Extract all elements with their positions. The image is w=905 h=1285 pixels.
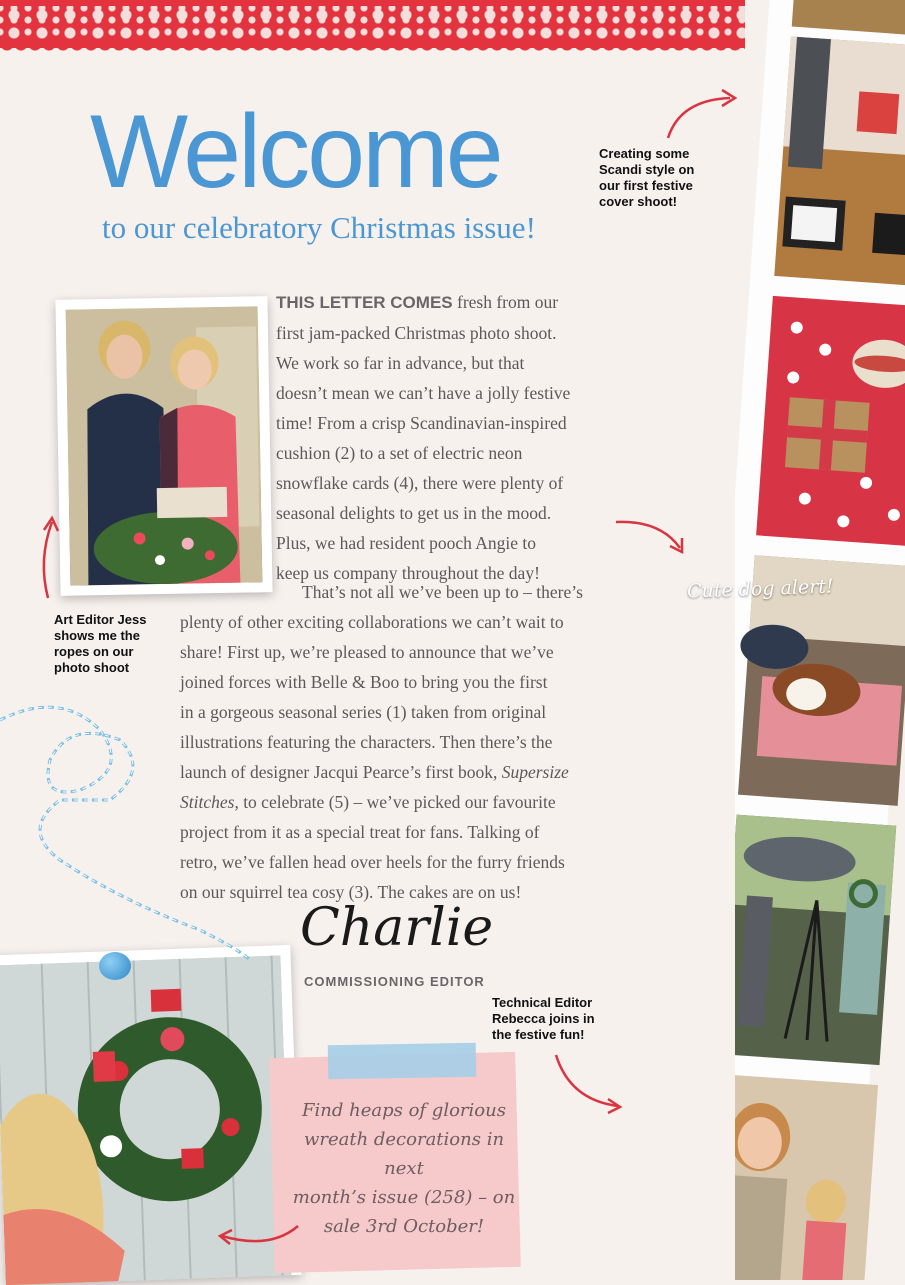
signature-role: COMMISSIONING EDITOR (304, 974, 485, 989)
letter-paragraph-1 (276, 287, 570, 588)
letter-lead: THIS LETTER COMES (276, 293, 453, 312)
note-line: Find heaps of glorious (302, 1100, 506, 1121)
caption-line: ropes on our (54, 644, 134, 659)
photo-art-editor (55, 296, 272, 596)
book-title: Stitches (180, 792, 235, 812)
letter-line: , to celebrate (5) – we’ve picked our favourite (234, 792, 556, 812)
letter-paragraph-2 (180, 577, 583, 907)
caption-line: Rebecca joins in (492, 1011, 595, 1026)
lace-ribbon (0, 0, 745, 48)
note-line: wreath decorations in next (303, 1129, 505, 1179)
page-title: Welcome (90, 94, 501, 210)
letter-line: cushion (2) to a set of electric neon (276, 443, 523, 463)
letter-line: seasonal delights to get us in the mood. (276, 503, 552, 523)
photo-strip (686, 0, 905, 1280)
letter-line: fresh from our (452, 292, 559, 312)
letter-line: time! From a crisp Scandinavian-inspired (276, 413, 567, 433)
note-text (284, 1096, 524, 1241)
letter-line: That’s not all we’ve been up to – there’s (302, 582, 583, 602)
caption-art-editor (54, 612, 146, 676)
letter-line: share! First up, we’re pleased to announce that we’ve (180, 642, 554, 662)
page-subtitle: to our celebratory Christmas issue! (102, 210, 536, 245)
caption-line: Art Editor Jess (54, 612, 147, 627)
caption-line: the festive fun! (492, 1027, 585, 1042)
letter-line: We work so far in advance, but that (276, 353, 525, 373)
caption-line: shows me the (54, 628, 140, 643)
signature: Charlie (300, 898, 494, 958)
letter-line: in a gorgeous seasonal series (1) taken from original (180, 702, 547, 722)
letter-line: illustrations featuring the characters. Then there’s the (180, 732, 553, 752)
tape (328, 1043, 477, 1080)
caption-cover-shoot (599, 146, 694, 210)
letter-line: plenty of other exciting collaborations we can’t wait to (180, 612, 564, 632)
letter-line: snowflake cards (4), there were plenty of (276, 473, 564, 493)
letter-line: joined forces with Belle & Boo to bring you the first (180, 672, 548, 692)
note-line: month’s issue (258) – on (292, 1187, 516, 1208)
letter-line: project from it as a special treat for fans. Talking of (180, 822, 540, 842)
note-line: sale 3rd October! (323, 1216, 485, 1237)
letter-line: on our squirrel tea cosy (3). The cakes are on us! (180, 882, 522, 902)
caption-line: our first festive (599, 178, 693, 193)
photo-wreath (0, 945, 302, 1285)
pin-icon (99, 952, 131, 980)
letter-line: keep us company throughout the day! (276, 563, 540, 583)
book-title: Supersize (501, 762, 569, 782)
letter-line: first jam-packed Christmas photo shoot. (276, 323, 557, 343)
letter-line: doesn’t mean we can’t have a jolly festive (276, 383, 571, 403)
letter-line: Plus, we had resident pooch Angie to (276, 533, 537, 553)
letter-line: launch of designer Jacqui Pearce’s first book, (180, 762, 502, 782)
caption-tech-editor (492, 995, 595, 1043)
caption-line: Scandi style on (599, 162, 695, 177)
lace-edge (0, 44, 745, 54)
caption-line: cover shoot! (599, 194, 678, 209)
caption-line: photo shoot (54, 660, 130, 675)
caption-line: Technical Editor (492, 995, 593, 1010)
caption-line: Creating some (599, 146, 690, 161)
dog-label: Cute dog alert! (686, 575, 834, 603)
letter-line: retro, we’ve fallen head over heels for the furry friends (180, 852, 565, 872)
